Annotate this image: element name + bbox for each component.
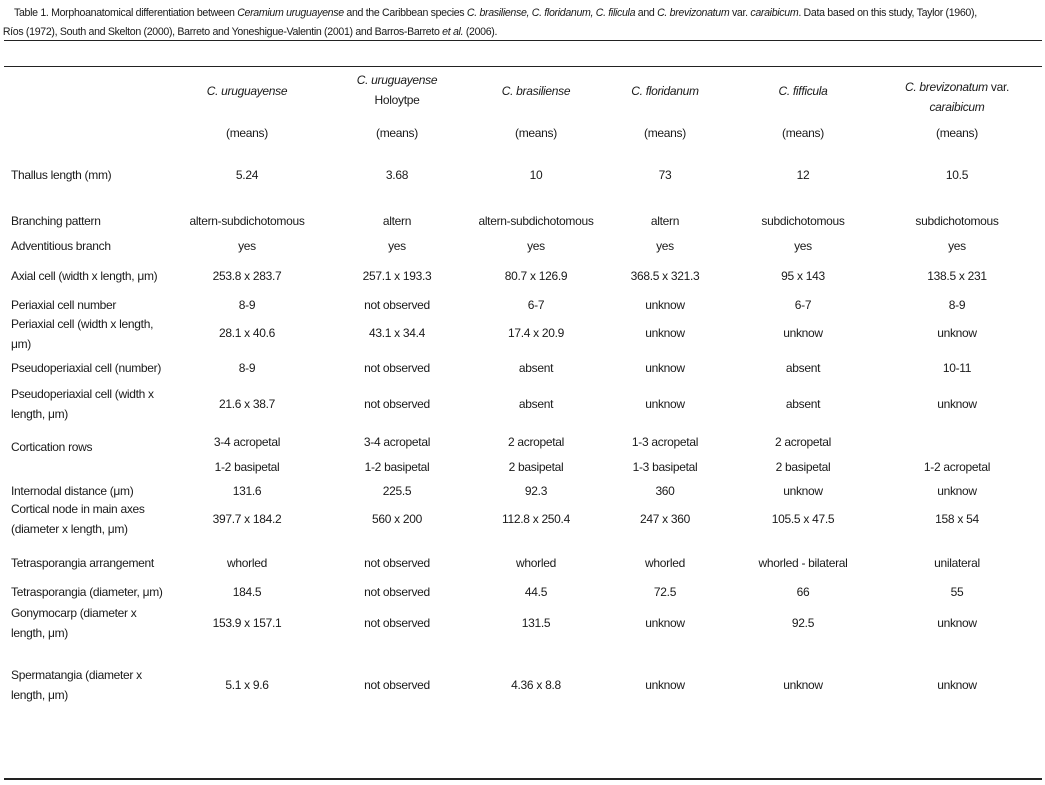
means-label: (means): [376, 126, 418, 140]
caption-text: (2006).: [463, 26, 498, 38]
table-cell: 1-2 basipetal: [364, 460, 430, 474]
table-cell: 5.1 x 9.6: [225, 678, 269, 692]
row-label: Tetrasporangia arrangement: [11, 556, 154, 570]
caption-divider: [4, 40, 1042, 41]
caption-species: Ceramium uruguayense: [237, 7, 344, 19]
caption-text: and the Caribbean species: [343, 7, 467, 19]
column-name: C. uruguayense: [206, 84, 288, 98]
table-cell: whorled: [516, 556, 556, 570]
caption-text: . Data based on this study, Taylor (1960),: [798, 7, 977, 19]
table-cell: 10: [529, 168, 543, 182]
column-var: var.: [987, 80, 1010, 94]
table-cell: 6-7: [527, 298, 545, 312]
table-cell: 131.6: [232, 484, 262, 498]
table-cell: yes: [656, 239, 674, 253]
table-cell: 10.5: [945, 168, 969, 182]
column-header-brasiliense: [502, 81, 571, 101]
table-cell: absent: [518, 361, 554, 375]
table-cell: 21.6 x 38.7: [218, 397, 276, 411]
caption-etal: et al.: [442, 26, 464, 38]
table-cell: unknow: [783, 326, 823, 340]
column-name: C. brasiliense: [501, 84, 571, 98]
table-cell: absent: [785, 397, 821, 411]
row-label: Adventitious branch: [11, 239, 111, 253]
table-cell: whorled: [227, 556, 267, 570]
table-cell: 8-9: [948, 298, 966, 312]
table-cell: not observed: [364, 585, 430, 599]
table-cell: 95 x 143: [781, 269, 825, 283]
table-cell: 10-11: [942, 361, 972, 375]
table-cell: 2 acropetal: [507, 435, 565, 449]
table-cell: 3-4 acropetal: [363, 435, 431, 449]
table-cell: 158 x 54: [935, 512, 979, 526]
table-cell: 253.8 x 283.7: [212, 269, 282, 283]
table-cell: 66: [796, 585, 810, 599]
table-cell: 560 x 200: [371, 512, 423, 526]
column-header-holotype: [357, 70, 438, 110]
row-label: Pseudoperiaxial cell (width x length, μm): [11, 387, 154, 421]
row-label: Branching pattern: [11, 214, 101, 228]
table-cell: 1-2 basipetal: [214, 460, 280, 474]
table-cell: unknow: [783, 678, 823, 692]
table-cell: altern-subdichotomous: [189, 214, 305, 228]
table-cell: not observed: [364, 397, 430, 411]
column-subname: caraibicum: [929, 100, 985, 114]
table-cell: unknow: [645, 616, 685, 630]
table-cell: 360: [655, 484, 675, 498]
table-cell: 8-9: [238, 361, 256, 375]
row-label: Cortication rows: [11, 440, 93, 454]
table-cell: 92.5: [791, 616, 815, 630]
table-cell: yes: [527, 239, 545, 253]
column-name: C. floridanum: [631, 84, 699, 98]
row-label: Axial cell (width x length, μm): [11, 269, 158, 283]
table-cell: unilateral: [934, 556, 980, 570]
table-cell: 3-4 acropetal: [213, 435, 281, 449]
table-cell: 2 acropetal: [774, 435, 832, 449]
table-cell: 55: [950, 585, 964, 599]
table-cell: yes: [388, 239, 406, 253]
table-cell: not observed: [364, 556, 430, 570]
caption-text: and: [635, 7, 658, 19]
column-name: C. uruguayense: [356, 73, 438, 87]
table-cell: unknow: [645, 326, 685, 340]
table-cell: unknow: [645, 397, 685, 411]
table-caption: [2, 4, 977, 42]
table-cell: 153.9 x 157.1: [212, 616, 282, 630]
table-cell: yes: [948, 239, 966, 253]
table-cell: 5.24: [235, 168, 259, 182]
table-cell: subdichotomous: [915, 214, 999, 228]
table-cell: 80.7 x 126.9: [504, 269, 568, 283]
row-label: Periaxial cell (width x length, μm): [11, 317, 154, 351]
means-label: (means): [644, 126, 686, 140]
table-cell: 43.1 x 34.4: [368, 326, 426, 340]
row-label: Cortical node in main axes (diameter x length, μm): [11, 502, 145, 536]
table-cell: absent: [518, 397, 554, 411]
table-top-rule: [4, 66, 1042, 67]
table-cell: 92.3: [524, 484, 548, 498]
table-cell: altern-subdichotomous: [478, 214, 594, 228]
table-cell: whorled: [645, 556, 685, 570]
table-bottom-rule: [4, 778, 1042, 780]
column-subname: Holoytpe: [374, 93, 420, 107]
column-header-floridanum: [631, 81, 698, 101]
table-cell: 12: [796, 168, 810, 182]
table-cell: unknow: [937, 678, 977, 692]
column-header-fifficula: [778, 81, 827, 101]
caption-text: Table 1. Morphoanatomical differentiation between: [14, 7, 238, 19]
table-cell: whorled - bilateral: [758, 556, 848, 570]
table-cell: absent: [785, 361, 821, 375]
row-label: Thallus length (mm): [11, 168, 112, 182]
table-cell: yes: [794, 239, 812, 253]
table-cell: 3.68: [385, 168, 409, 182]
column-header-uruguayense: [207, 81, 288, 101]
means-label: (means): [782, 126, 824, 140]
table-cell: 184.5: [232, 585, 262, 599]
row-label: Tetrasporangia (diameter, μm): [11, 585, 163, 599]
table-cell: 1-3 acropetal: [631, 435, 699, 449]
table-cell: unknow: [645, 298, 685, 312]
column-name: C. brevizonatum: [904, 80, 988, 94]
table-cell: 105.5 x 47.5: [771, 512, 835, 526]
means-label: (means): [936, 126, 978, 140]
row-label: Gonymocarp (diameter x length, μm): [11, 606, 137, 640]
table-cell: subdichotomous: [761, 214, 845, 228]
table-cell: 4.36 x 8.8: [511, 678, 561, 692]
table-cell: 257.1 x 193.3: [362, 269, 432, 283]
table-cell: not observed: [364, 678, 430, 692]
table-cell: unknow: [937, 484, 977, 498]
table-cell: 397.7 x 184.2: [212, 512, 282, 526]
table-cell: 44.5: [524, 585, 548, 599]
row-label: Spermatangia (diameter x length, μm): [11, 668, 142, 702]
caption-species: caraibicum: [750, 7, 799, 19]
means-label: (means): [515, 126, 557, 140]
table-cell: 225.5: [382, 484, 412, 498]
table-cell: altern: [382, 214, 412, 228]
table-cell: 2 basipetal: [508, 460, 564, 474]
table-cell: 138.5 x 231: [927, 269, 987, 283]
table-cell: unknow: [937, 616, 977, 630]
table-cell: unknow: [783, 484, 823, 498]
table-cell: not observed: [364, 298, 430, 312]
table-cell: unknow: [645, 678, 685, 692]
table-cell: unknow: [937, 397, 977, 411]
caption-text: var.: [729, 7, 751, 19]
column-header-brevizonatum: [905, 77, 1009, 117]
caption-species: C. brevizonatum: [657, 7, 730, 19]
table-cell: 72.5: [653, 585, 677, 599]
caption-line-1: [14, 4, 977, 23]
table-cell: 368.5 x 321.3: [630, 269, 700, 283]
table-cell: 17.4 x 20.9: [507, 326, 565, 340]
table-cell: 73: [658, 168, 672, 182]
table-cell: 112.8 x 250.4: [502, 512, 570, 526]
table-cell: 131.5: [521, 616, 551, 630]
means-label: (means): [226, 126, 268, 140]
caption-species: C. brasiliense, C. floridanum, C. filicula: [466, 7, 636, 19]
table-cell: 8-9: [238, 298, 256, 312]
table-cell: not observed: [364, 361, 430, 375]
table-cell: 6-7: [794, 298, 812, 312]
table-cell: yes: [238, 239, 256, 253]
table-cell: unknow: [645, 361, 685, 375]
table-cell: 28.1 x 40.6: [218, 326, 276, 340]
caption-text: Ríos (1972), South and Skelton (2000), Barreto and Yoneshigue-Valentin (2001) and Barros-Barreto: [2, 26, 443, 38]
table-cell: 1-2 acropetal: [923, 460, 991, 474]
table-cell: 1-3 basipetal: [632, 460, 698, 474]
table-cell: not observed: [364, 616, 430, 630]
table-cell: unknow: [937, 326, 977, 340]
table-cell: altern: [650, 214, 680, 228]
row-label: Pseudoperiaxial cell (number): [11, 361, 162, 375]
table-cell: 247 x 360: [639, 512, 691, 526]
table-cell: 2 basipetal: [775, 460, 831, 474]
row-label: Periaxial cell number: [11, 298, 117, 312]
row-label: Internodal distance (μm): [11, 484, 134, 498]
column-name: C. fifficula: [778, 84, 828, 98]
